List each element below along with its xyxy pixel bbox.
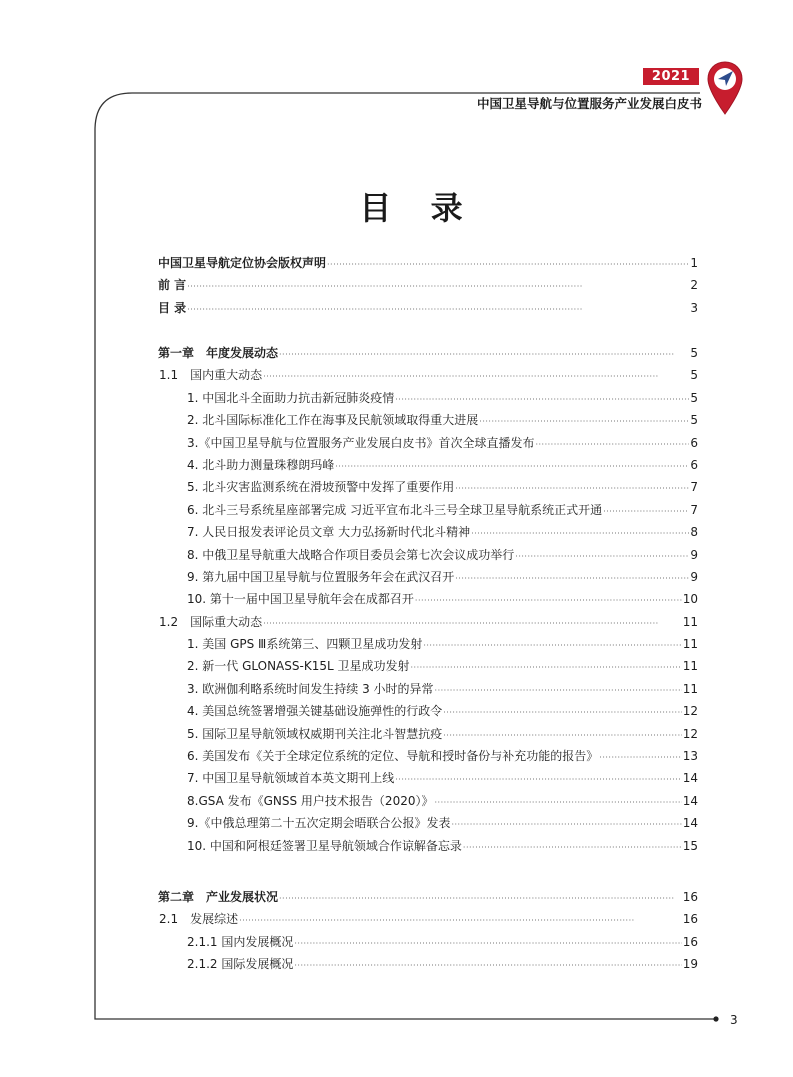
- toc-leader-dots: [335, 456, 689, 478]
- toc-entry[interactable]: [158, 499, 698, 521]
- toc-entry-page: 6: [690, 435, 698, 450]
- toc-leader-dots: [395, 769, 681, 791]
- toc-entry-title: 2. 北斗国际标准化工作在海事及民航领域取得重大进展: [187, 413, 479, 428]
- toc-entry-page: 11: [682, 681, 698, 696]
- toc-leader-dots: [410, 657, 681, 679]
- toc-entry-page: 7: [690, 480, 698, 495]
- location-pin-icon: [706, 60, 744, 116]
- toc-entry[interactable]: [158, 953, 698, 975]
- toc-entry[interactable]: [158, 655, 698, 677]
- toc-entry-title: 5. 国际卫星导航领域权威期刊关注北斗智慧抗疫: [187, 726, 443, 741]
- toc-entry-page: 16: [682, 912, 698, 927]
- toc-entry-title: 3. 欧洲伽利略系统时间发生持续 3 小时的异常: [187, 681, 434, 696]
- toc-entry[interactable]: [158, 790, 698, 812]
- toc-leader-dots: [187, 299, 689, 321]
- toc-entry[interactable]: [158, 767, 698, 789]
- toc-entry[interactable]: [158, 387, 698, 409]
- toc-entry[interactable]: [158, 700, 698, 722]
- toc-entry-page: 5: [690, 346, 698, 360]
- toc-entry[interactable]: [158, 611, 698, 633]
- toc-leader-dots: [451, 814, 681, 836]
- toc-title: 目 录: [359, 189, 477, 227]
- document-title: 中国卫星导航与位置服务产业发展白皮书: [476, 96, 702, 111]
- toc-front-matter: [158, 252, 698, 319]
- toc-entry-page: 7: [690, 502, 698, 517]
- toc-leader-dots: [263, 366, 689, 388]
- toc-entry-title: 第二章 产业发展状况: [158, 890, 279, 904]
- year-badge: 2021: [643, 68, 699, 85]
- toc-entry[interactable]: [158, 297, 698, 319]
- toc-leader-dots: [239, 910, 682, 932]
- toc-entry-page: 5: [690, 413, 698, 428]
- toc-entry-title: 6. 北斗三号系统星座部署完成 习近平宣布北斗三号全球卫星导航系统正式开通: [187, 502, 603, 517]
- toc-entry-page: 9: [690, 547, 698, 562]
- toc-entry[interactable]: [158, 678, 698, 700]
- toc-entry-title: 9. 第九届中国卫星导航与位置服务年会在武汉召开: [187, 569, 455, 584]
- toc-entry-title: 1. 中国北斗全面助力抗击新冠肺炎疫情: [187, 390, 395, 405]
- toc-entry-page: 11: [682, 614, 698, 629]
- toc-chapter-2: [158, 886, 698, 976]
- toc-entry-title: 中国卫星导航定位协会版权声明: [158, 256, 327, 270]
- frame-dot: [713, 1016, 718, 1021]
- toc-entry[interactable]: [158, 588, 698, 610]
- toc-entry-page: 15: [682, 838, 698, 853]
- toc-leader-dots: [434, 792, 681, 814]
- toc-entry-title: 8.GSA 发布《GNSS 用户技术报告（2020）》: [187, 793, 434, 808]
- toc-leader-dots: [294, 955, 681, 977]
- toc-entry-page: 16: [682, 934, 698, 949]
- toc-entry-title: 2.1.1 国内发展概况: [187, 934, 294, 949]
- toc-entry-title: 1.2 国际重大动态: [159, 614, 263, 629]
- toc-leader-dots: [535, 434, 689, 456]
- toc-leader-dots: [515, 546, 689, 568]
- toc-entry-title: 9.《中俄总理第二十五次定期会晤联合公报》发表: [187, 816, 451, 831]
- toc-entry-title: 前 言: [158, 278, 187, 293]
- toc-entry-title: 10. 第十一届中国卫星导航年会在成都召开: [187, 592, 414, 607]
- toc-leader-dots: [423, 635, 681, 657]
- toc-entry-title: 2.1 发展综述: [159, 912, 239, 927]
- toc-entry-page: 19: [682, 957, 698, 972]
- toc-entry-title: 6. 美国发布《关于全球定位系统的定位、导航和授时备份与补充功能的报告》: [187, 749, 599, 764]
- toc-leader-dots: [471, 523, 689, 545]
- toc-entry-title: 目 录: [158, 300, 187, 315]
- toc-entry-page: 11: [682, 637, 698, 652]
- toc-leader-dots: [187, 276, 689, 298]
- toc-entry-page: 2: [690, 278, 698, 293]
- toc-entry-page: 12: [682, 704, 698, 719]
- toc-entry-page: 16: [682, 890, 698, 904]
- toc-entry-title: 7. 人民日报发表评论员文章 大力弘扬新时代北斗精神: [187, 525, 471, 540]
- toc-leader-dots: [463, 837, 682, 859]
- toc-entry-title: 4. 美国总统签署增强关键基础设施弹性的行政令: [187, 704, 443, 719]
- toc-entry-title: 2.1.2 国际发展概况: [187, 957, 294, 972]
- toc-entry-title: 2. 新一代 GLONASS-K15L 卫星成功发射: [187, 659, 410, 674]
- toc-entry[interactable]: [158, 409, 698, 431]
- toc-entry-page: 6: [690, 457, 698, 472]
- toc-entry-page: 5: [690, 368, 698, 383]
- toc-entry-page: 5: [690, 390, 698, 405]
- toc-entry[interactable]: [158, 544, 698, 566]
- toc-entry-page: 9: [690, 569, 698, 584]
- toc-leader-dots: [603, 501, 689, 523]
- toc-leader-dots: [443, 725, 681, 747]
- toc-entry[interactable]: [158, 835, 698, 857]
- toc-entry[interactable]: [158, 521, 698, 543]
- toc-entry[interactable]: [158, 745, 698, 767]
- toc-leader-dots: [599, 747, 681, 769]
- toc-entry-page: 14: [682, 793, 698, 808]
- toc-entry[interactable]: [158, 252, 698, 274]
- toc-entry[interactable]: [158, 432, 698, 454]
- toc-chapter-1: [158, 342, 698, 857]
- toc-entry[interactable]: [158, 886, 698, 908]
- toc-entry-title: 5. 北斗灾害监测系统在滑坡预警中发挥了重要作用: [187, 480, 455, 495]
- toc-entry-page: 3: [690, 300, 698, 315]
- toc-entry-page: 1: [690, 256, 698, 270]
- toc-entry-page: 13: [682, 749, 698, 764]
- toc-leader-dots: [455, 478, 689, 500]
- toc-entry-page: 11: [682, 659, 698, 674]
- toc-entry[interactable]: [158, 476, 698, 498]
- toc-leader-dots: [294, 933, 681, 955]
- toc-entry-title: 1. 美国 GPS Ⅲ系统第三、四颗卫星成功发射: [187, 637, 423, 652]
- page-number: 3: [730, 1013, 738, 1027]
- toc-leader-dots: [279, 888, 682, 910]
- toc-leader-dots: [435, 680, 682, 702]
- toc-entry-title: 4. 北斗助力测量珠穆朗玛峰: [187, 457, 335, 472]
- toc-entry[interactable]: [158, 342, 698, 364]
- toc-leader-dots: [479, 411, 689, 433]
- toc-entry-title: 1.1 国内重大动态: [159, 368, 263, 383]
- toc-entry-page: 12: [682, 726, 698, 741]
- toc-entry-title: 7. 中国卫星导航领域首本英文期刊上线: [187, 771, 395, 786]
- toc-entry-page: 14: [682, 816, 698, 831]
- toc-entry-page: 10: [682, 592, 698, 607]
- toc-leader-dots: [455, 568, 689, 590]
- toc-entry-title: 8. 中俄卫星导航重大战略合作项目委员会第七次会议成功举行: [187, 547, 515, 562]
- toc-entry-title: 第一章 年度发展动态: [158, 346, 279, 360]
- toc-leader-dots: [279, 344, 689, 366]
- toc-entry[interactable]: [158, 812, 698, 834]
- toc-leader-dots: [327, 254, 689, 276]
- toc-entry[interactable]: [158, 364, 698, 386]
- toc-leader-dots: [443, 702, 681, 724]
- toc-entry-title: 10. 中国和阿根廷签署卫星导航领域合作谅解备忘录: [187, 838, 462, 853]
- toc-entry[interactable]: [158, 723, 698, 745]
- toc-entry-page: 8: [690, 525, 698, 540]
- toc-entry-title: 3.《中国卫星导航与位置服务产业发展白皮书》首次全球直播发布: [187, 435, 535, 450]
- toc-entry[interactable]: [158, 633, 698, 655]
- toc-entry-page: 14: [682, 771, 698, 786]
- toc-entry[interactable]: [158, 454, 698, 476]
- toc-leader-dots: [415, 590, 682, 612]
- toc-entry[interactable]: [158, 931, 698, 953]
- toc-leader-dots: [395, 389, 689, 411]
- toc-entry[interactable]: [158, 566, 698, 588]
- toc-entry[interactable]: [158, 908, 698, 930]
- toc-entry[interactable]: [158, 274, 698, 296]
- toc-leader-dots: [263, 613, 682, 635]
